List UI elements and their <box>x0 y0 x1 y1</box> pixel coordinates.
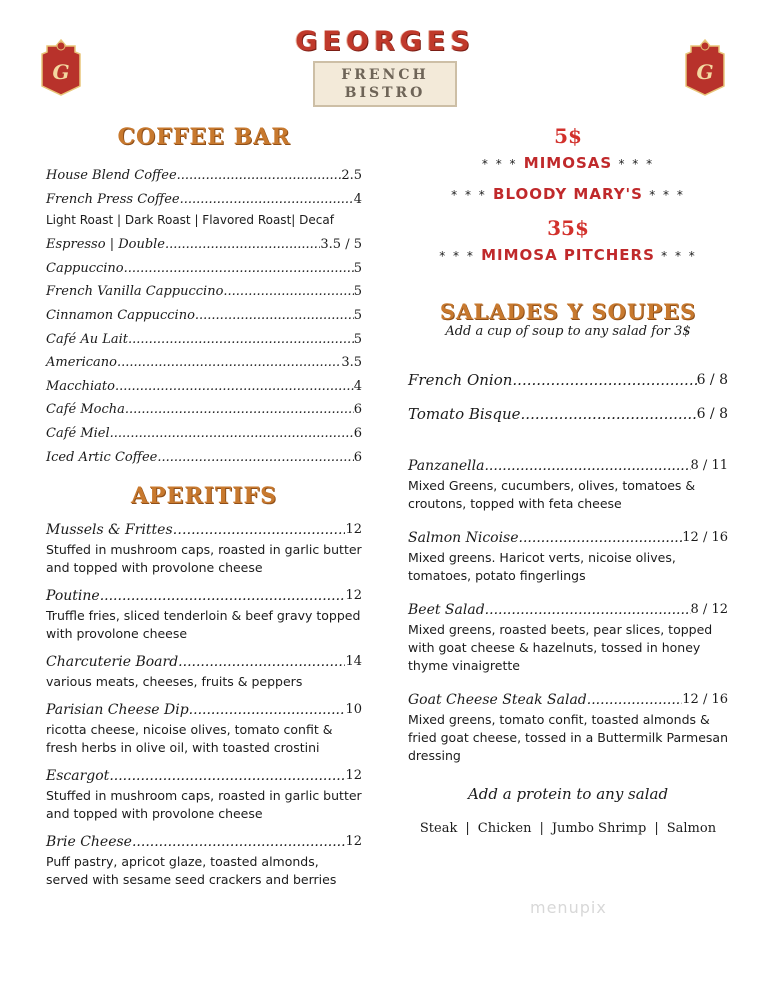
aperitif-item: Poutine ..... 12 Truffle fries, sliced tenderloin & beef gravy topped with provolone cheese <box>46 585 362 643</box>
coffee-item: Cinnamon Cappuccino ..... 5 <box>46 304 362 328</box>
drink-promos <box>408 124 728 271</box>
soup-item: Tomato Bisque ..... 6 / 8 <box>408 397 728 431</box>
soup-item: French Onion ..... 6 / 8 <box>408 363 728 397</box>
coffee-item: Café Miel ..... 6 <box>46 422 362 446</box>
brand-sub-line2: BISTRO <box>344 85 426 101</box>
promo-price-5: 5$ <box>554 124 582 148</box>
protein-options: Steak | Chicken | Jumbo Shrimp | Salmon <box>419 821 717 836</box>
protein-option: Jumbo Shrimp <box>551 821 647 836</box>
crest-logo-left <box>40 38 82 96</box>
salads-list <box>408 455 728 765</box>
coffee-item: French Press Coffee ..... 4 <box>46 188 362 212</box>
protein-option: Salmon <box>666 821 717 836</box>
coffee-item: Café Mocha ..... 6 <box>46 398 362 422</box>
crest-logo-right <box>684 38 726 96</box>
aperitif-item: Escargot ..... 12 Stuffed in mushroom caps, roasted in garlic butter and topped with provolone cheese <box>46 765 362 823</box>
protein-option: Chicken <box>477 821 532 836</box>
coffee-item: Cappuccino ..... 5 <box>46 257 362 281</box>
salads-soups-title: SALADES Y SOUPES <box>439 299 697 324</box>
brand-sub-line1: FRENCH <box>341 67 429 83</box>
salad-item: Beet Salad ..... 8 / 12 Mixed greens, roasted beets, pear slices, topped with goat cheese & hazelnuts, tossed in honey thyme vinaigrette <box>408 599 728 675</box>
coffee-bar-title: COFFEE BAR <box>117 124 291 150</box>
left-column <box>46 124 362 897</box>
promo-mimosa-pitchers: * * * MIMOSA PITCHERS * * * <box>439 246 697 264</box>
aperitif-item: Brie Cheese ..... 12 Puff pastry, apricot glaze, toasted almonds, served with sesame seed crackers and berries <box>46 831 362 889</box>
promo-bloody-marys: * * * BLOODY MARY'S * * * <box>451 185 685 203</box>
salad-item: Goat Cheese Steak Salad ..... 12 / 16 Mixed greens, tomato confit, toasted almonds & fried goat cheese, tossed in a Buttermilk Parmesan dressing <box>408 689 728 765</box>
aperitifs-title: APERITIFS <box>130 483 278 510</box>
coffee-item: Macchiato ..... 4 <box>46 375 362 399</box>
right-column <box>408 124 728 836</box>
salad-item: Panzanella ..... 8 / 11 Mixed Greens, cucumbers, olives, tomatoes & croutons, topped with feta cheese <box>408 455 728 513</box>
coffee-item: Espresso | Double ..... 3.5 / 5 <box>46 233 362 257</box>
press-roast-options: Light Roast | Dark Roast | Flavored Roast| Decaf <box>46 213 334 228</box>
coffee-item: House Blend Coffee ..... 2.5 <box>46 164 362 188</box>
promo-price-35: 35$ <box>547 216 589 240</box>
salad-item: Salmon Nicoise ..... 12 / 16 Mixed greens. Haricot verts, nicoise olives, tomatoes, potato fingerlings <box>408 527 728 585</box>
watermark: menupix <box>530 898 607 917</box>
coffee-item: Iced Artic Coffee ..... 6 <box>46 446 362 470</box>
aperitif-item: Parisian Cheese Dip ..... 10 ricotta cheese, nicoise olives, tomato confit & fresh herbs in olive oil, with toasted crostini <box>46 699 362 757</box>
protein-option: Steak <box>419 821 458 836</box>
brand-header <box>270 26 500 107</box>
svg-text:G: G <box>696 60 714 84</box>
aperitif-item: Mussels & Frittes… ..... 12 Stuffed in mushroom caps, roasted in garlic butter and topped with provolone cheese <box>46 519 362 577</box>
salads-subtitle: Add a cup of soup to any salad for 3$ <box>445 324 691 339</box>
coffee-item: French Vanilla Cappuccino ..... 5 <box>46 280 362 304</box>
promo-mimosas: * * * MIMOSAS * * * <box>481 154 655 172</box>
protein-addon-title: Add a protein to any salad <box>467 785 669 803</box>
brand-subtitle <box>313 61 457 107</box>
coffee-item: Café Au Lait ..... 5 <box>46 328 362 352</box>
svg-text:G: G <box>52 60 70 84</box>
restaurant-name: GEORGES <box>295 26 475 57</box>
aperitif-item: Charcuterie Board ..... 14 various meats, cheeses, fruits & peppers <box>46 651 362 691</box>
coffee-item: Americano ..... 3.5 <box>46 351 362 375</box>
